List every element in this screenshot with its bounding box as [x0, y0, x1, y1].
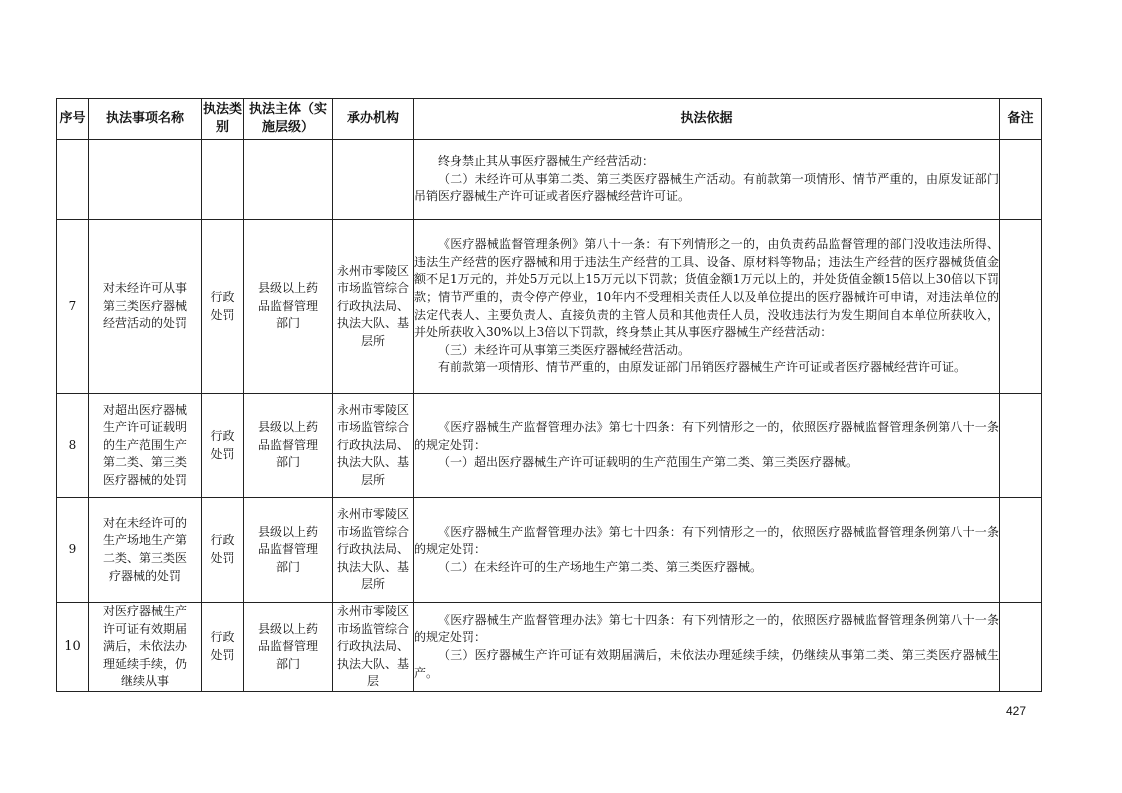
cell-name [89, 140, 202, 220]
table-header-row [57, 99, 1042, 140]
header-no: 序号 [57, 99, 89, 140]
cell-subject [244, 498, 333, 603]
enforcement-subject: 县级以上药品监督管理部门 [258, 524, 319, 574]
cell-org [333, 603, 414, 692]
enforcement-type: 行政处罚 [210, 289, 235, 322]
handling-org: 永州市零陵区市场监管综合行政执法局、执法大队、基层 [337, 604, 410, 689]
cell-type [202, 498, 244, 603]
cell-type [202, 140, 244, 220]
cell-basis [414, 603, 1000, 692]
cell-subject [244, 140, 333, 220]
cell-subject [244, 394, 333, 498]
table-row [57, 498, 1042, 603]
cell-type [202, 220, 244, 394]
enforcement-table [56, 98, 1042, 692]
page-number: 427 [1006, 704, 1027, 718]
basis-paragraph: （二）未经许可从事第二类、第三类医疗器械生产活动。有前款第一项情形、情节严重的，由原发证部门吊销医疗器械生产许可证或者医疗器械经营许可证。 [414, 171, 999, 204]
cell-org [333, 220, 414, 394]
cell-org [333, 498, 414, 603]
cell-subject [244, 220, 333, 394]
enforcement-type: 行政处罚 [210, 630, 235, 662]
cell-basis [414, 498, 1000, 603]
item-name: 对未经许可从事第三类医疗器械经营活动的处罚 [103, 281, 188, 331]
cell-note [1000, 220, 1042, 394]
header-type: 执法类别 [202, 99, 244, 140]
handling-org: 永州市零陵区市场监管综合行政执法局、执法大队、基层所 [337, 263, 410, 348]
cell-note [1000, 603, 1042, 692]
cell-basis [414, 220, 1000, 394]
header-note: 备注 [1000, 99, 1042, 140]
cell-note [1000, 498, 1042, 603]
enforcement-subject: 县级以上药品监督管理部门 [258, 420, 319, 470]
cell-no: 10 [57, 603, 89, 692]
basis-paragraph: 《医疗器械监督管理条例》第八十一条：有下列情形之一的，由负责药品监督管理的部门没收违法所得、违法生产经营的医疗器械和用于违法生产经营的工具、设备、原材料等物品；违法生产经营的医疗器械货值金额不足1万元的，并处5万元以上15万元以下罚款；货值金额1万元以上的，并处货值金额15倍以上30倍以下罚款；情节严重的，责令停产停业，10年内不受理相关责任人以及单位提出的医疗器械许可申请，对违法单位的法定代表人、主要负责人、直接负责的主管人员和其他责任人员，没收违法行为发生期间自本单位所获收入，并处所获收入30%以上3倍以下罚款，终身禁止其从事医疗器械生产经营活动： [414, 237, 999, 340]
table-row [57, 220, 1042, 394]
basis-paragraph: 《医疗器械生产监督管理办法》第七十四条：有下列情形之一的，依照医疗器械监督管理条例第八十一条的规定处罚： [414, 524, 999, 557]
cell-name [89, 498, 202, 603]
basis-paragraph: （一）超出医疗器械生产许可证载明的生产范围生产第二类、第三类医疗器械。 [438, 455, 859, 470]
cell-note [1000, 394, 1042, 498]
item-name: 对超出医疗器械生产许可证载明的生产范围生产第二类、第三类医疗器械的处罚 [102, 402, 187, 487]
header-basis: 执法依据 [414, 99, 1000, 140]
basis-paragraph: 有前款第一项情形、情节严重的，由原发证部门吊销医疗器械生产许可证或者医疗器械经营许可证。 [438, 360, 967, 375]
header-org: 承办机构 [333, 99, 414, 140]
cell-basis [414, 394, 1000, 498]
cell-org [333, 140, 414, 220]
handling-org: 永州市零陵区市场监管综合行政执法局、执法大队、基层所 [337, 402, 410, 487]
cell-no: 8 [57, 394, 89, 498]
basis-paragraph: 《医疗器械生产监督管理办法》第七十四条：有下列情形之一的，依照医疗器械监督管理条例第八十一条的规定处罚： [414, 420, 999, 452]
item-name: 对医疗器械生产许可证有效期届满后，未依法办理延续手续，仍继续从事 [102, 604, 187, 689]
basis-paragraph: （三）未经许可从事第三类医疗器械经营活动。 [438, 342, 691, 357]
handling-org: 永州市零陵区市场监管综合行政执法局、执法大队、基层所 [337, 507, 410, 592]
cell-type [202, 394, 244, 498]
table-row [57, 394, 1042, 498]
cell-note [1000, 140, 1042, 220]
cell-subject [244, 603, 333, 692]
cell-no [57, 140, 89, 220]
header-name: 执法事项名称 [89, 99, 202, 140]
header-subject: 执法主体（实施层级） [244, 99, 333, 140]
cell-type [202, 603, 244, 692]
basis-paragraph: 《医疗器械生产监督管理办法》第七十四条：有下列情形之一的，依照医疗器械监督管理条例第八十一条的规定处罚： [414, 612, 999, 645]
enforcement-subject: 县级以上药品监督管理部门 [258, 621, 319, 671]
cell-name [89, 220, 202, 394]
basis-paragraph: （三）医疗器械生产许可证有效期届满后，未依法办理延续手续，仍继续从事第二类、第三类医疗器械生产。 [414, 647, 999, 680]
cell-basis [414, 140, 1000, 220]
cell-no: 9 [57, 498, 89, 603]
cell-org [333, 394, 414, 498]
basis-paragraph: （二）在未经许可的生产场地生产第二类、第三类医疗器械。 [438, 559, 763, 574]
enforcement-type: 行政处罚 [210, 533, 235, 565]
table-row [57, 603, 1042, 692]
cell-no: 7 [57, 220, 89, 394]
cell-name [89, 603, 202, 692]
table-row-continuation [57, 140, 1042, 220]
basis-paragraph: 终身禁止其从事医疗器械生产经营活动： [438, 154, 655, 169]
enforcement-type: 行政处罚 [210, 428, 235, 461]
cell-name [89, 394, 202, 498]
enforcement-subject: 县级以上药品监督管理部门 [258, 281, 319, 331]
item-name: 对在未经许可的生产场地生产第二类、第三类医疗器械的处罚 [102, 515, 187, 583]
